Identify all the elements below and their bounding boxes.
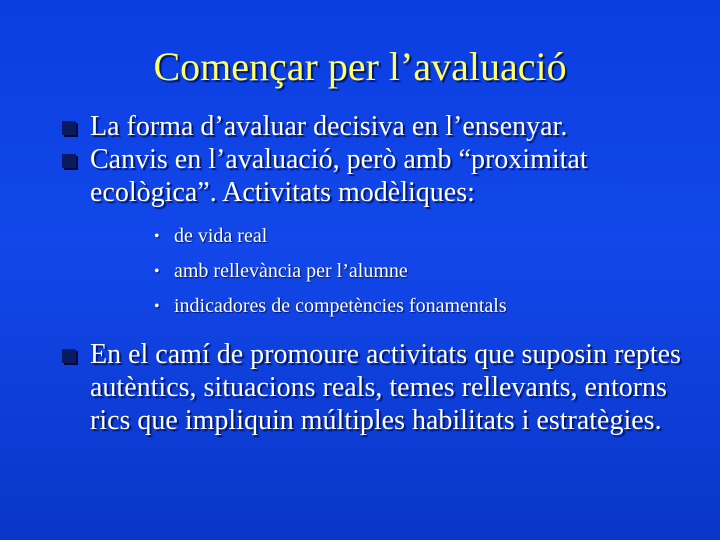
dot-bullet-icon: • <box>154 298 160 315</box>
slide-title: Començar per l’avaluació <box>153 44 567 89</box>
bullet-item <box>62 143 682 209</box>
bullet-text: Canvis en l’avaluació, però amb “proximitat ecològica”. Activitats modèliques: <box>90 144 588 208</box>
dot-bullet-icon: • <box>154 263 160 280</box>
sub-bullet-list <box>154 219 682 324</box>
square-bullet-icon <box>62 349 76 363</box>
sub-bullet-text: indicadores de competències fonamentals <box>174 295 507 317</box>
bullet-list <box>62 110 682 437</box>
sub-bullet-item <box>154 219 682 254</box>
sub-bullet-item <box>154 289 682 324</box>
bullet-text: La forma d’avaluar decisiva en l’ensenyar. <box>90 111 568 142</box>
bullet-item <box>62 110 682 143</box>
bullet-text: En el camí de promoure activitats que suposin reptes autèntics, situacions reals, temes rellevants, entorns rics que impliquin múltiples habilitats i estratègies. <box>90 339 681 436</box>
sub-bullet-text: amb rellevància per l’alumne <box>174 260 408 282</box>
bullet-item <box>62 338 682 437</box>
square-bullet-icon <box>62 121 76 135</box>
square-bullet-icon <box>62 154 76 168</box>
sub-bullet-item <box>154 254 682 289</box>
sub-bullet-text: de vida real <box>174 225 268 247</box>
dot-bullet-icon: • <box>154 228 160 245</box>
